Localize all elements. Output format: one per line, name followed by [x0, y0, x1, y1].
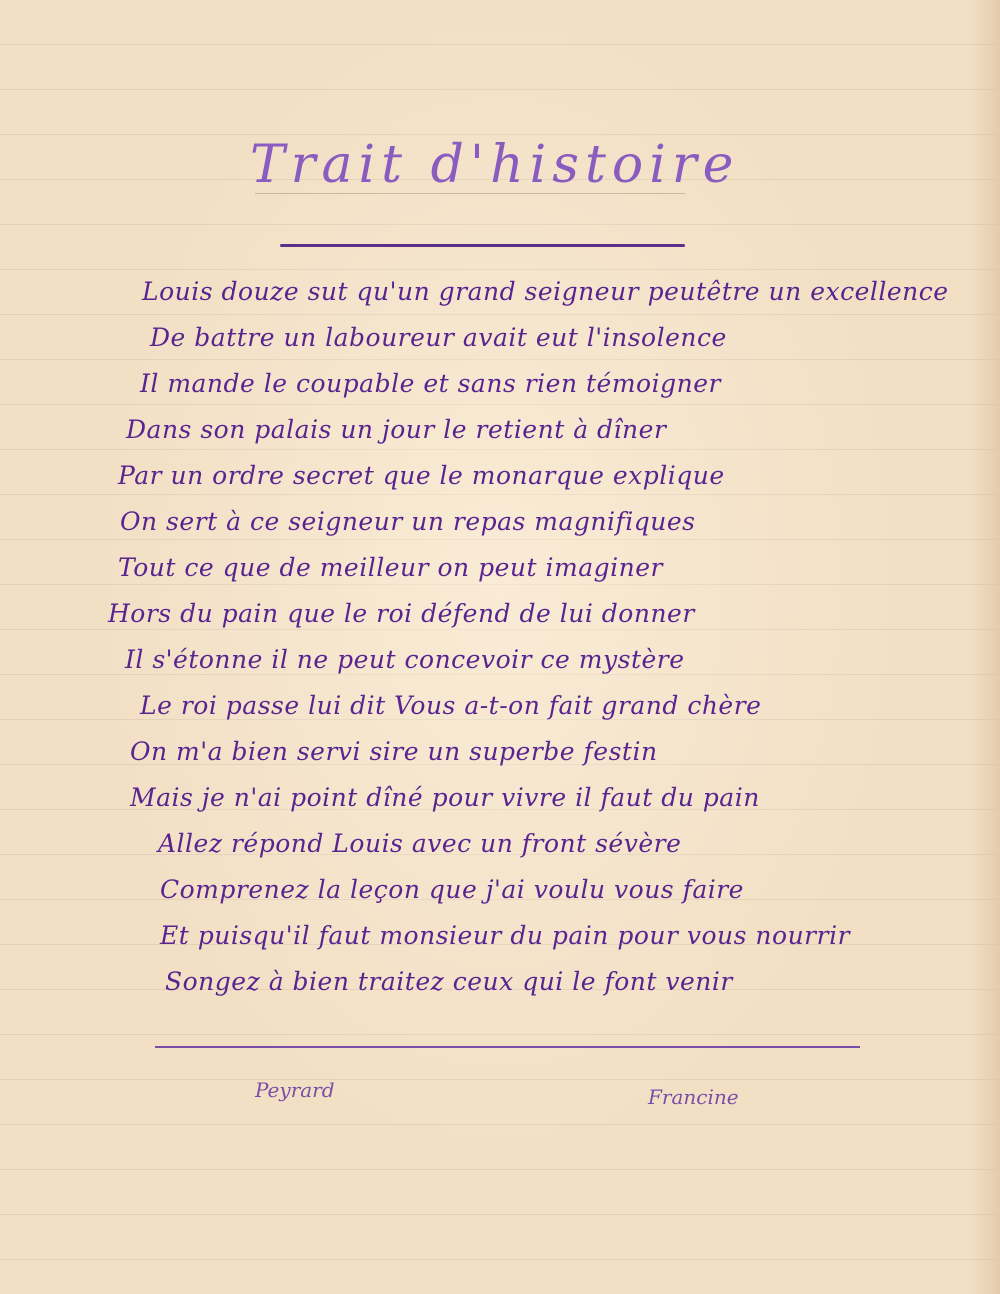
verse-line: Songez à bien traitez ceux qui le font venir	[165, 967, 733, 996]
title-underline	[280, 244, 685, 247]
signature-left: Peyrard	[255, 1078, 335, 1102]
verse-line: Mais je n'ai point dîné pour vivre il faut du pain	[130, 783, 760, 812]
closing-rule	[155, 1046, 860, 1048]
page-title: Trait d'histoire	[250, 135, 740, 195]
verse-line: Allez répond Louis avec un front sévère	[158, 829, 682, 858]
verse-line: On sert à ce seigneur un repas magnifiques	[120, 507, 696, 536]
verse-line: Par un ordre secret que le monarque explique	[118, 461, 725, 490]
verse-line: Et puisqu'il faut monsieur du pain pour vous nourrir	[160, 921, 851, 950]
verse-line: Il mande le coupable et sans rien témoigner	[140, 369, 721, 398]
verse-line: De battre un laboureur avait eut l'insolence	[150, 323, 727, 352]
verse-line: Il s'étonne il ne peut concevoir ce mystère	[125, 645, 685, 674]
verse-line: Hors du pain que le roi défend de lui donner	[108, 599, 695, 628]
page-edge-shadow	[970, 0, 1000, 1294]
verse-line: Dans son palais un jour le retient à dîner	[126, 415, 667, 444]
verse-line: On m'a bien servi sire un superbe festin	[130, 737, 658, 766]
signature-right: Francine	[648, 1085, 739, 1109]
verse-line: Tout ce que de meilleur on peut imaginer	[118, 553, 663, 582]
verse-line: Louis douze sut qu'un grand seigneur peutêtre un excellence	[142, 277, 949, 306]
verse-line: Comprenez la leçon que j'ai voulu vous faire	[160, 875, 744, 904]
verse-line: Le roi passe lui dit Vous a-t-on fait grand chère	[140, 691, 762, 720]
